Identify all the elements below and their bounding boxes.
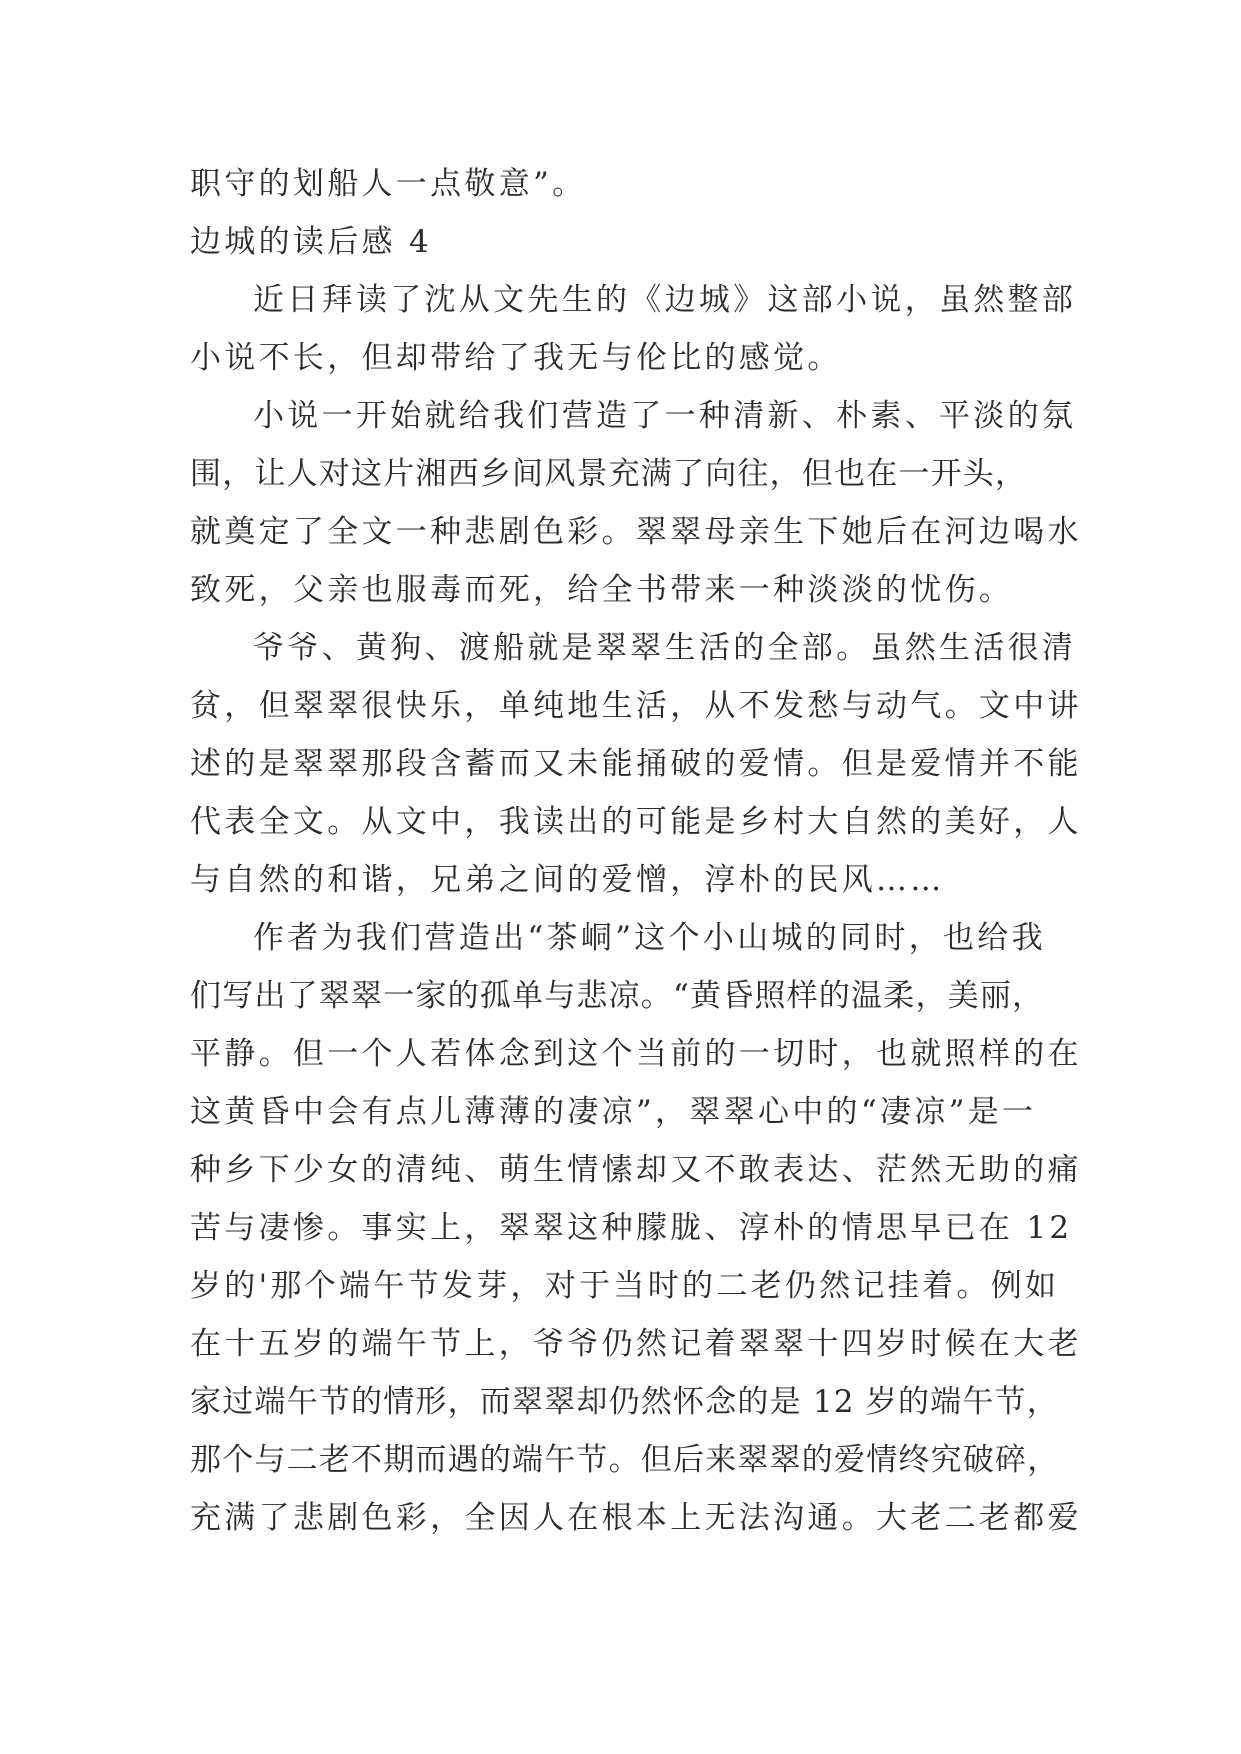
paragraph-line: 爷爷、黄狗、渡船就是翠翠生活的全部。虽然生活很清 <box>253 630 1077 666</box>
paragraph-line: 就奠定了全文一种悲剧色彩。翠翠母亲生下她后在河边喝水 <box>190 514 1082 550</box>
paragraph-line: 贫，但翠翠很快乐，单纯地生活，从不发愁与动气。文中讲 <box>190 688 1082 724</box>
paragraph-line: 小说一开始就给我们营造了一种清新、朴素、平淡的氛 <box>253 398 1077 434</box>
paragraph-line: 近日拜读了沈从文先生的《边城》这部小说，虽然整部 <box>253 282 1077 318</box>
paragraph-line: 岁的'那个端午节发芽，对于当时的二老仍然记挂着。例如 <box>190 1268 1060 1304</box>
paragraph-line: 家过端午节的情形，而翠翠却仍然怀念的是 12 岁的端午节， <box>190 1384 1059 1420</box>
paragraph-line: 苦与凄惨。事实上，翠翠这种朦胧、淳朴的情思早已在 12 <box>190 1210 1073 1246</box>
text-line: 职守的划船人一点敬意”。 <box>190 166 587 202</box>
paragraph-line: 在十五岁的端午节上，爷爷仍然记着翠翠十四岁时候在大老 <box>190 1326 1082 1362</box>
paragraph-line: 种乡下少女的清纯、萌生情愫却又不敢表达、茫然无助的痛 <box>190 1152 1082 1188</box>
paragraph-line: 平静。但一个人若体念到这个当前的一切时，也就照样的在 <box>190 1036 1082 1072</box>
section-heading: 边城的读后感 4 <box>190 224 432 260</box>
paragraph-line: 与自然的和谐，兄弟之间的爱憎，淳朴的民风…… <box>190 862 945 898</box>
paragraph-line: 这黄昏中会有点儿薄薄的凄凉”，翠翠心中的“凄凉”是一 <box>190 1094 1037 1130</box>
paragraph-line: 们写出了翠翠一家的孤单与悲凉。“黄昏照样的温柔，美丽， <box>190 978 1045 1014</box>
paragraph-line: 小说不长，但却带给了我无与伦比的感觉。 <box>190 340 842 376</box>
paragraph-line: 代表全文。从文中，我读出的可能是乡村大自然的美好，人 <box>190 804 1082 840</box>
paragraph-line: 致死，父亲也服毒而死，给全书带来一种淡淡的忧伤。 <box>190 572 1014 608</box>
paragraph-line: 充满了悲剧色彩，全因人在根本上无法沟通。大老二老都爱 <box>190 1500 1082 1536</box>
paragraph-line: 围，让人对这片湘西乡间风景充满了向往，但也在一开头， <box>190 456 1028 492</box>
paragraph-line: 述的是翠翠那段含蓄而又未能捅破的爱情。但是爱情并不能 <box>190 746 1082 782</box>
paragraph-line: 那个与二老不期而遇的端午节。但后来翠翠的爱情终究破碎， <box>190 1442 1060 1478</box>
paragraph-line: 作者为我们营造出“茶峒”这个小山城的同时，也给我 <box>253 920 1046 956</box>
